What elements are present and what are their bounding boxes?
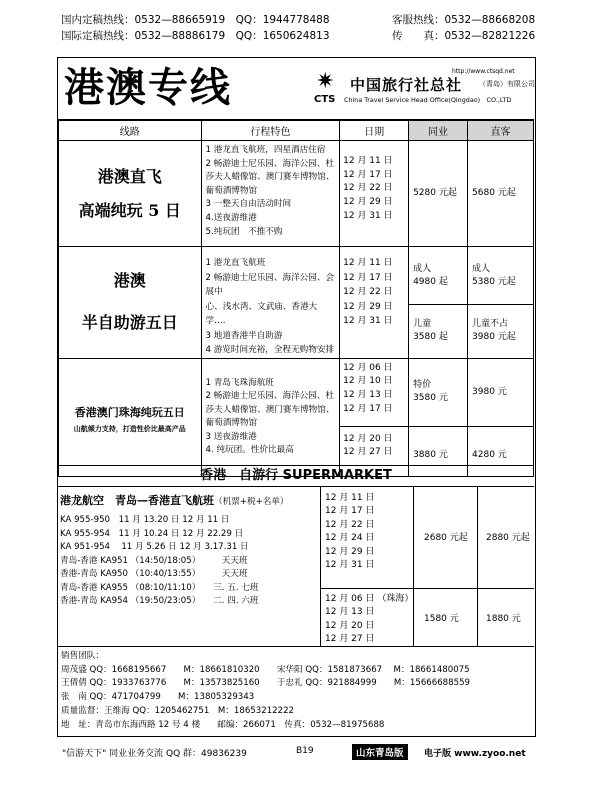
route-dates: 12 月 11 日 12 月 17 日 12 月 22 日 12 月 29 日 12 月 31 日 — [340, 141, 409, 247]
flight-title-note: （机票+税+名单） — [214, 497, 289, 507]
banner — [58, 58, 534, 120]
route-features: 1 港龙直飞航班 2 畅游迪士尼乐园、海洋公园、会展中 心、浅水湾、文武庙、香港大学…. 3 地道香港半自助游 4 游览时间充裕，全程无购物安排 — [201, 247, 340, 359]
star-icon: ✷ — [316, 69, 335, 94]
intl-hotline: 国际定稿热线：0532—88886179 QQ：1650624813 — [61, 30, 330, 42]
header-dates: 日期 — [340, 121, 409, 141]
team-line: 王倩倩 QQ：1933763776 M：13573825160 于忠礼 QQ：921884999 M：15666688559 — [61, 678, 471, 689]
route-dates: 12 月 06 日 12 月 10 日 12 月 13 日 12 月 17 日 — [340, 358, 409, 426]
route-features: 1 青岛飞珠海航班 2 畅游迪士尼乐园、海洋公园、杜 莎夫人蜡像馆、澳门赛车博物馆、 葡萄酒博物馆 3 送夜游维港 4. 纯玩团。性价比最高 — [201, 358, 340, 476]
logo-name-cn: 中国旅行社总社 — [350, 76, 463, 94]
table-header-row — [59, 121, 534, 141]
flight-dates: 12 月 06 日 （珠海） 12 月 13 日 12 月 20 日 12 月 27 日 — [325, 594, 414, 645]
logo-name-cn-small: （青岛）有限公司 — [479, 80, 535, 88]
team-line: 质量监督：王维海 QQ：1205462751 M：18653212222 — [61, 705, 295, 716]
tour-table — [58, 120, 534, 477]
team-label: 销售团队： — [61, 651, 104, 661]
cts-logo — [314, 68, 535, 114]
table-row — [59, 247, 534, 305]
schedule-line: KA 951-954 11 月 5.26 日 12 月 3.17.31 日 — [60, 542, 249, 552]
table-row — [59, 358, 534, 426]
schedule-line: 青岛-香港 KA951 （14:50/18:05） 天天班 — [60, 555, 248, 566]
supermarket-banner: 香港 自游行 SUPERMARKET — [58, 465, 534, 487]
footer-qq-group: "信游天下" 同业业务交流 QQ 群：49836239 — [62, 749, 247, 759]
flight-trade-price: 1580 元 — [424, 614, 459, 624]
flight-direct-price: 1880 元 — [486, 614, 521, 624]
adult-direct-price: 成人 5380 元起 — [468, 247, 534, 305]
route-name: 港澳直飞 高端纯玩 5 日 — [59, 141, 202, 247]
trade-price: 特价 3580 元 — [409, 358, 468, 426]
header-direct: 直客 — [468, 121, 534, 141]
route-name: 香港澳门珠海纯玩五日 山航倾力支持，打造性价比最高产品 — [59, 358, 202, 476]
header-route: 线路 — [59, 121, 202, 141]
flight-dates: 12 月 11 日 12 月 17 日 12 月 22 日 12 月 24 日 12 月 29 日 12 月 31 日 — [325, 493, 375, 571]
header-trade: 同业 — [409, 121, 468, 141]
trade-price: 3880 元 — [409, 426, 468, 476]
team-line: 张 南 QQ：471704799 M：13805329343 — [61, 692, 255, 703]
child-direct-price: 儿童不占 3980 元起 — [468, 305, 534, 358]
footer-site: 电子版 www.zyoo.net — [424, 749, 526, 759]
fax-line: 传 真：0532—82821226 — [392, 30, 536, 42]
schedule-line: 香港-青岛 KA954 （19:50/23:05） 二. 四. 六班 — [60, 596, 259, 606]
sales-team — [58, 646, 534, 738]
logo-name-en: China Travel Service Head Office(Qingdao) CO.,LTD — [344, 96, 512, 104]
schedule-line: 青岛-香港 KA955 （08:10/11:10） 三. 五. 七班 — [60, 582, 259, 593]
direct-price: 3980 元 — [468, 358, 534, 426]
child-trade-price: 儿童 3580 起 — [409, 305, 468, 358]
route-name: 港澳 半自助游五日 — [59, 247, 202, 359]
table-row — [59, 141, 534, 247]
domestic-hotline: 国内定稿热线：0532—88665919 QQ：1944778488 — [61, 14, 330, 26]
direct-price: 4280 元 — [468, 426, 534, 476]
team-line: 地 址：青岛市东海西路 12 号 4 楼 邮编：266071 传真：0532—81975688 — [61, 719, 385, 730]
service-hotline: 客服热线：0532—88668208 — [392, 14, 536, 26]
logo-url: http://www.ctsqd.net — [452, 68, 515, 75]
route-features: 1 港龙直飞航班，四星酒店住宿 2 畅游迪士尼乐园、海洋公园、杜 莎夫人蜡像馆、澳门赛车博物馆、 葡萄酒博物馆 3 一整天自由活动时间 4.送夜游维港 5.纯玩团 不推不购 — [201, 141, 340, 247]
page-title: 港澳专线 — [64, 64, 232, 111]
page-footer — [0, 742, 595, 762]
flight-info — [60, 487, 318, 646]
schedule-line: KA 955-950 11 月 13.20 日 12 月 11 日 — [60, 515, 230, 525]
adult-trade-price: 成人 4980 起 — [409, 247, 468, 305]
flight-section — [58, 487, 534, 646]
flight-direct-price: 2880 元起 — [486, 533, 530, 543]
route-slogan: 山航倾力支持，打造性价比最高产品 — [73, 424, 186, 433]
route-dates: 12 月 11 日 12 月 17 日 12 月 22 日 12 月 29 日 12 月 31 日 — [340, 247, 409, 359]
page-number: B19 — [296, 746, 314, 756]
trade-price: 5280 元起 — [409, 141, 468, 247]
brochure-frame — [57, 57, 536, 737]
flight-title: 港龙航空 青岛—香港直飞航班 — [60, 494, 214, 507]
route-dates: 12 月 20 日 12 月 27 日 — [340, 426, 409, 476]
schedule-line: KA 955-954 11 月 10.24 日 12 月 22.29 日 — [60, 528, 244, 539]
flight-trade-price: 2680 元起 — [424, 533, 468, 543]
header-features: 行程特色 — [201, 121, 340, 141]
logo-abbr: CTS — [314, 94, 336, 105]
schedule-line: 香港-青岛 KA950 （10:40/13:55） 天天班 — [60, 569, 248, 579]
team-line: 周茂盛 QQ：1668195667 M：18661810320 宋华阳 QQ：1581873667 M：18661480075 — [61, 664, 470, 675]
edition-badge: 山东青岛版 — [352, 744, 408, 760]
direct-price: 5680 元起 — [468, 141, 534, 247]
